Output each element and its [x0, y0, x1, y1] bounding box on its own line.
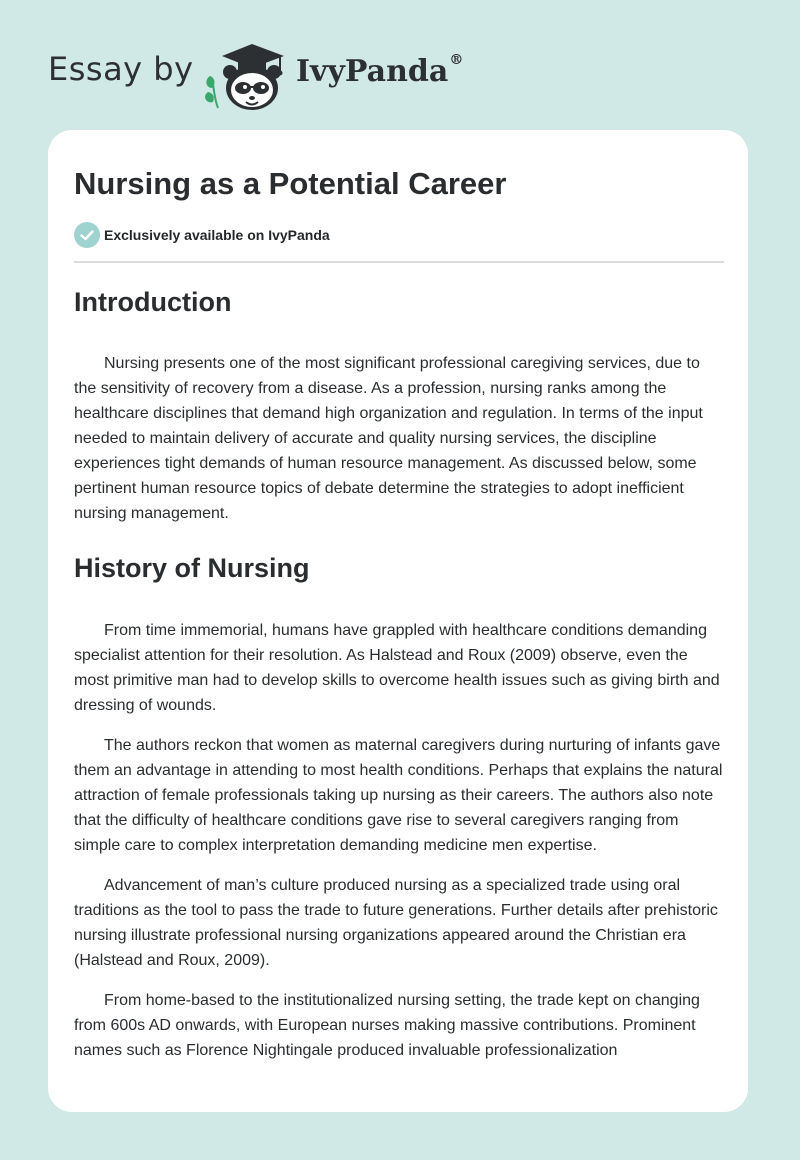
essay-by-label: Essay by [48, 50, 194, 88]
paragraph: Advancement of man’s culture produced nursing as a specialized trade using oral traditions as the tool to pass the trade to future generations. Further details after prehistoric nursing illustrate professional nursing organizations appeared around the Christian era (Halstead and Roux, 2009). [74, 877, 718, 969]
paragraph: From home-based to the institutionalized nursing setting, the trade kept on changing from 600s AD onwards, with European nurses making massive contributions. Prominent names such as Florence Nightingale produced invaluable professionalization [74, 992, 700, 1059]
section-heading-introduction: Introduction [74, 287, 232, 317]
exclusive-badge [74, 222, 330, 248]
registered-mark: ® [449, 52, 464, 68]
brand-text: IvyPanda [296, 54, 449, 89]
brand-name[interactable] [296, 54, 463, 89]
article-card [48, 130, 748, 1112]
paragraph: Nursing presents one of the most significant professional caregiving services, due to the sensitivity of recovery from a disease. As a profession, nursing ranks among the healthcare disciplines that demand high organization and regulation. In terms of the input needed to maintain delivery of accurate and quality nursing services, the discipline experiences tight demands of human resource management. As discussed below, some pertinent human resource topics of debate determine the strategies to adopt inefficient nursing management. [74, 355, 703, 522]
title-divider [74, 261, 724, 263]
section-heading-history: History of Nursing [74, 553, 310, 583]
check-circle-icon [74, 222, 100, 248]
article-content [74, 280, 724, 1063]
site-header [0, 0, 800, 120]
paragraph: From time immemorial, humans have grappled with healthcare conditions demanding specialist attention for their resolution. As Halstead and Roux (2009) observe, even the most primitive man had to develop skills to overcome health issues such as giving birth and dressing of wounds. [74, 622, 720, 714]
panda-logo-icon[interactable] [200, 36, 292, 112]
paragraph: The authors reckon that women as maternal caregivers during nurturing of infants gave them an advantage in attending to most health conditions. Perhaps that explains the natural attraction of female professionals taking up nursing as their careers. The authors also note that the difficulty of healthcare conditions gave rise to several caregivers ranging from simple care to complex interpretation demanding medicine men expertise. [74, 737, 723, 854]
exclusive-badge-label: Exclusively available on IvyPanda [104, 227, 330, 243]
page-title: Nursing as a Potential Career [74, 166, 507, 201]
